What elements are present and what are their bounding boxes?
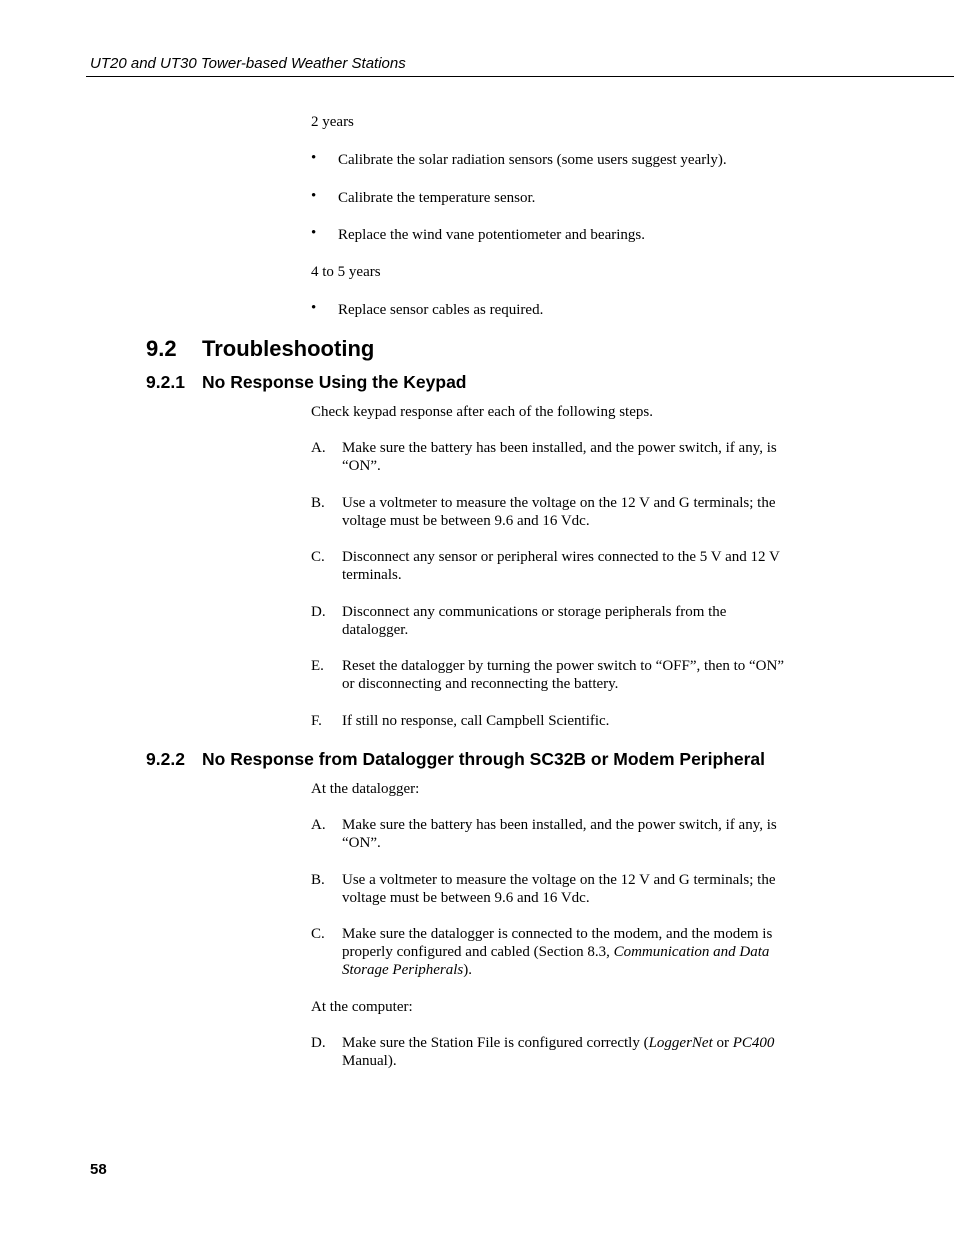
step-letter: C.	[311, 926, 325, 942]
step-letter: C.	[311, 549, 325, 565]
running-header: UT20 and UT30 Tower-based Weather Stations	[90, 55, 406, 72]
two-years-label: 2 years	[311, 114, 354, 130]
step-letter: A.	[311, 440, 326, 456]
section-number: 9.2	[146, 336, 177, 361]
datalogger-label: At the datalogger:	[311, 781, 420, 797]
step-text: Disconnect any communications or storage peripherals from the datalogger.	[342, 604, 727, 638]
list-item: Replace sensor cables as required.	[338, 302, 544, 318]
bullet-icon: •	[311, 225, 317, 241]
section-heading-9-2-1	[146, 372, 467, 393]
bullet-icon: •	[311, 188, 317, 204]
header-rule	[86, 76, 954, 77]
bullet-icon: •	[311, 300, 317, 316]
step-text: Use a voltmeter to measure the voltage on the 12 V and G terminals; the voltage must be between 9.6 and 16 Vdc.	[342, 872, 776, 906]
step-text: Use a voltmeter to measure the voltage on the 12 V and G terminals; the voltage must be between 9.6 and 16 Vdc.	[342, 495, 776, 529]
computer-label: At the computer:	[311, 999, 413, 1015]
step-text: Make sure the battery has been installed, and the power switch, if any, is “ON”.	[342, 817, 777, 851]
step-text: Make sure the datalogger is connected to the modem, and the modem is properly configured and cabled (Section 8.3, Communication and Data Storage Peripherals).	[342, 926, 773, 978]
list-item: Calibrate the solar radiation sensors (some users suggest yearly).	[338, 152, 727, 168]
step-text: Make sure the Station File is configured correctly (LoggerNet or PC400 Manual).	[342, 1035, 775, 1069]
step-text: If still no response, call Campbell Scientific.	[342, 713, 610, 729]
four-years-label: 4 to 5 years	[311, 264, 381, 280]
list-item: Calibrate the temperature sensor.	[338, 190, 536, 206]
keypad-intro: Check keypad response after each of the following steps.	[311, 404, 653, 420]
step-text: Disconnect any sensor or peripheral wires connected to the 5 V and 12 V terminals.	[342, 549, 780, 583]
section-heading-9-2-2	[146, 749, 765, 770]
section-number: 9.2.2	[146, 749, 185, 769]
section-number: 9.2.1	[146, 372, 185, 392]
step-text: Make sure the battery has been installed, and the power switch, if any, is “ON”.	[342, 440, 777, 474]
step-letter: A.	[311, 817, 326, 833]
step-letter: D.	[311, 604, 326, 620]
section-title: No Response from Datalogger through SC32B or Modem Peripheral	[202, 749, 765, 769]
step-letter: B.	[311, 495, 325, 511]
step-letter: D.	[311, 1035, 326, 1051]
step-letter: E.	[311, 658, 324, 674]
section-heading-9-2	[146, 336, 374, 362]
section-title: No Response Using the Keypad	[202, 372, 467, 392]
section-title: Troubleshooting	[202, 336, 375, 361]
list-item: Replace the wind vane potentiometer and bearings.	[338, 227, 645, 243]
step-letter: B.	[311, 872, 325, 888]
step-letter: F.	[311, 713, 322, 729]
step-text: Reset the datalogger by turning the power switch to “OFF”, then to “ON” or disconnecting and reconnecting the battery.	[342, 658, 784, 692]
page-number: 58	[90, 1161, 107, 1178]
bullet-icon: •	[311, 150, 317, 166]
